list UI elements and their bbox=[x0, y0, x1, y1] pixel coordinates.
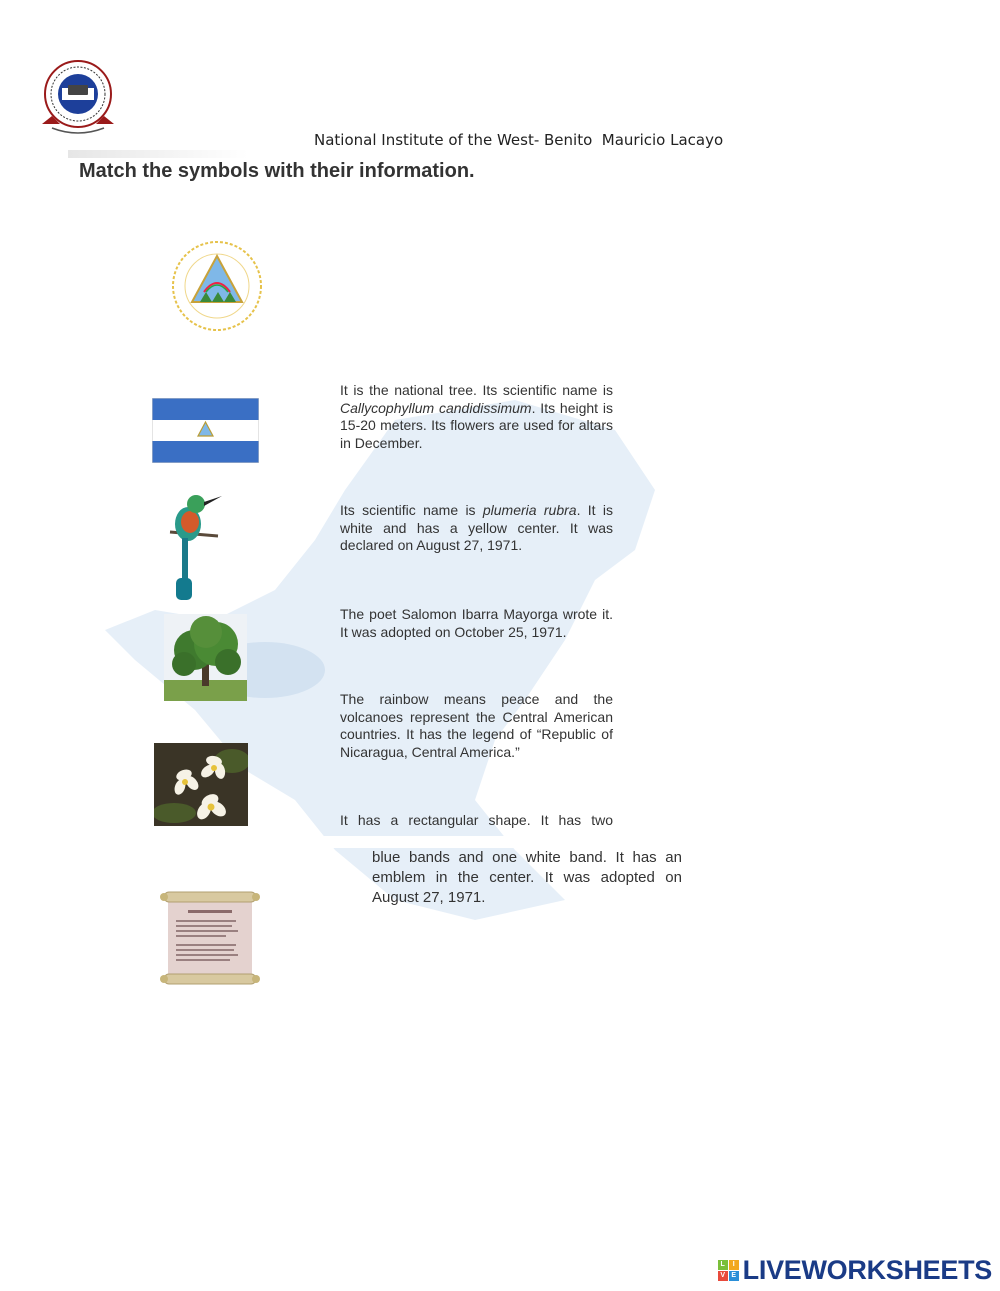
worksheet-title: Match the symbols with their information. bbox=[79, 160, 475, 182]
anthem-scroll-image bbox=[160, 890, 260, 988]
institute-name: National Institute of the West- Benito Mauricio Lacayo bbox=[314, 131, 724, 149]
description-flag-line1: It has a rectangular shape. It has two bbox=[340, 812, 613, 828]
description-coat-of-arms: The rainbow means peace and the volcanoes represent the Central American countries. It has the legend of “Republic of Nicaragua, Central America.” bbox=[340, 691, 613, 760]
description-anthem: The poet Salomon Ibarra Mayorga wrote it. It was adopted on October 25, 1971. bbox=[340, 606, 613, 640]
liveworksheets-text: LIVEWORKSHEETS bbox=[742, 1255, 992, 1285]
liveworksheets-brand bbox=[718, 1255, 992, 1286]
badge-letter: I bbox=[729, 1260, 739, 1270]
badge-letter: L bbox=[718, 1260, 728, 1270]
bird-image bbox=[160, 490, 226, 606]
description-flag-rest: blue bands and one white band. It has an emblem in the center. It was adopted on August 27, 1971. bbox=[372, 849, 682, 906]
scan-cut-band bbox=[0, 836, 1000, 848]
description-tree: It is the national tree. Its scientific name is Callycophyllum candidissimum. Its height is 15-20 meters. Its flowers are used for altars in December. bbox=[340, 382, 614, 451]
coat-of-arms-image bbox=[168, 238, 266, 334]
flag-image bbox=[152, 398, 259, 463]
badge-letter: V bbox=[718, 1271, 728, 1281]
title-divider bbox=[68, 150, 248, 158]
school-logo bbox=[38, 58, 118, 138]
description-flower: Its scientific name is plumeria rubra. It is white and has a yellow center. It was declared on August 27, 1971. bbox=[340, 502, 613, 553]
badge-letter: E bbox=[729, 1271, 739, 1281]
flower-image bbox=[154, 743, 248, 826]
liveworksheets-badge-icon bbox=[718, 1260, 739, 1281]
tree-image bbox=[164, 614, 247, 701]
